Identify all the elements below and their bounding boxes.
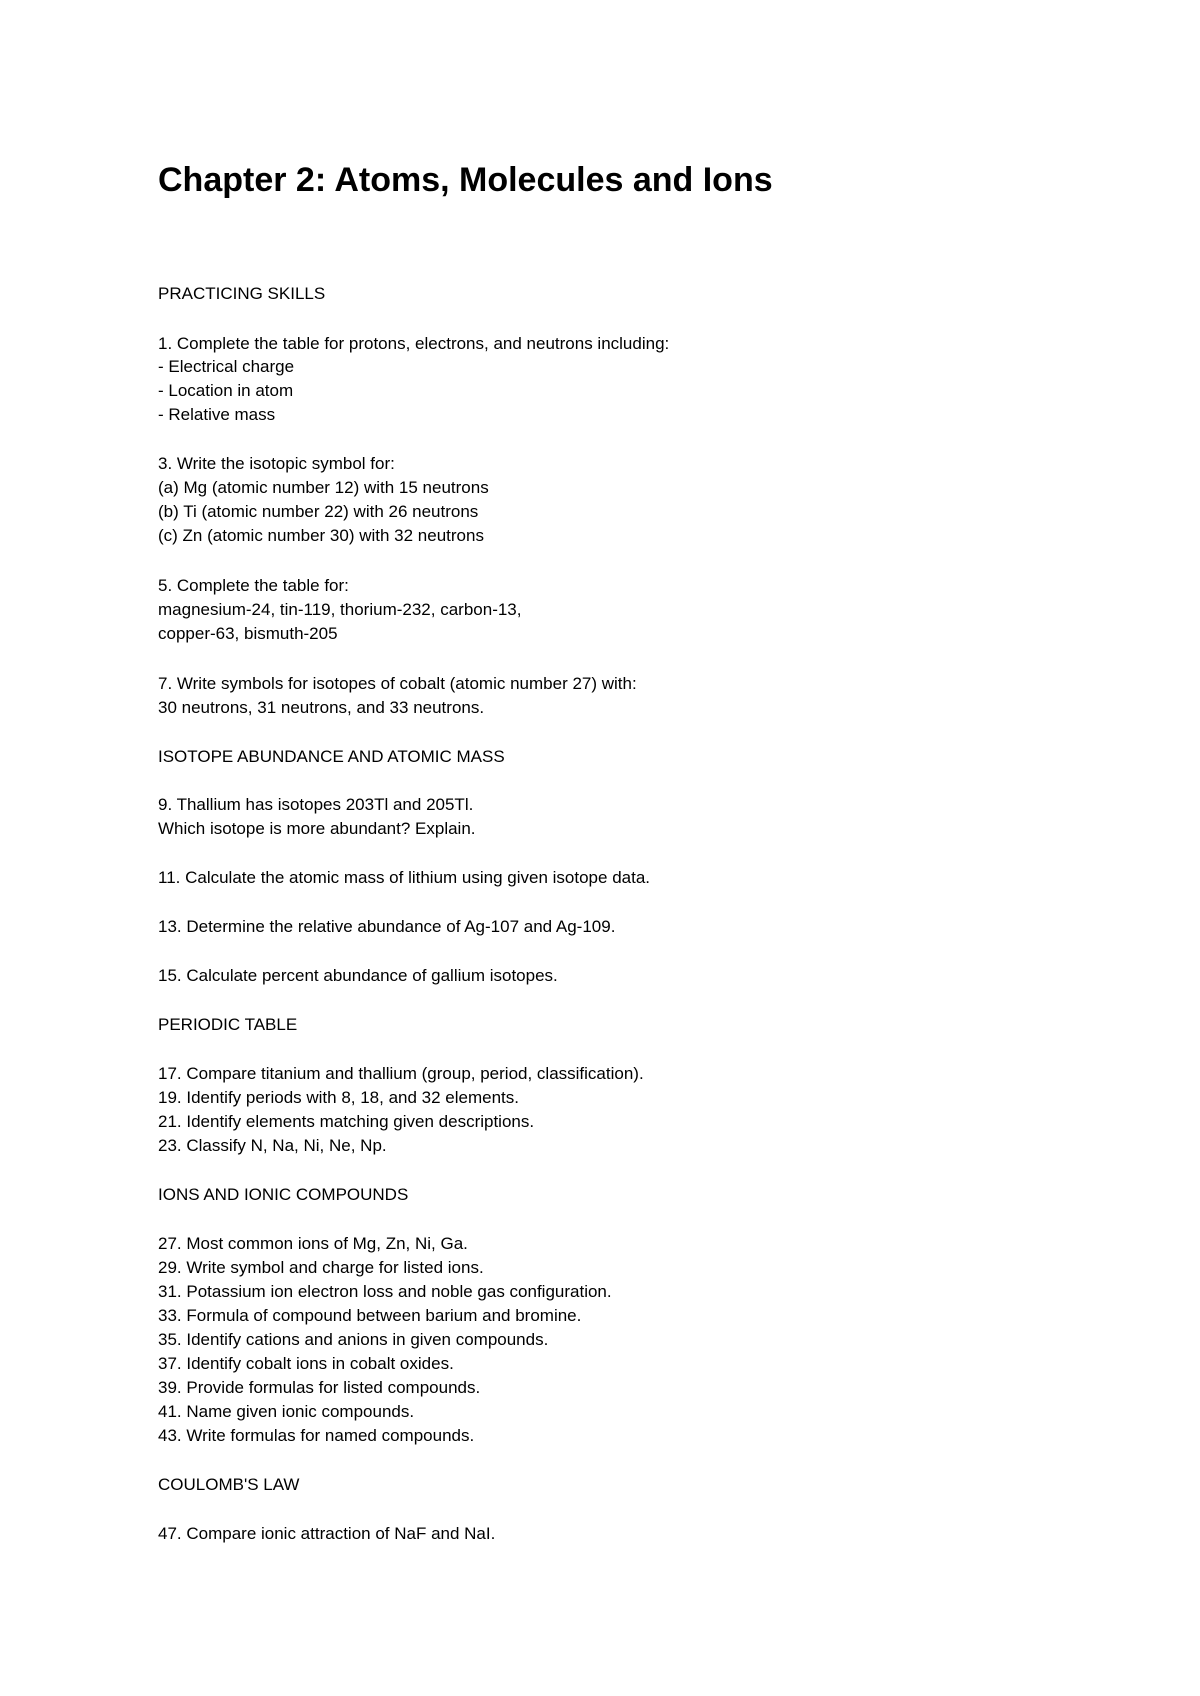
question-19: 19. Identify periods with 8, 18, and 32 elements. [158, 1088, 520, 1107]
question-3-item: (a) Mg (atomic number 12) with 15 neutrons [158, 478, 489, 497]
question-39: 39. Provide formulas for listed compounds. [158, 1378, 481, 1397]
question-41: 41. Name given ionic compounds. [158, 1402, 415, 1421]
question-33: 33. Formula of compound between barium and bromine. [158, 1306, 582, 1325]
question-9: 9. Thallium has isotopes 203Tl and 205Tl. [158, 795, 474, 814]
question-47: 47. Compare ionic attraction of NaF and NaI. [158, 1524, 496, 1543]
section-heading-periodic-table: PERIODIC TABLE [158, 1015, 298, 1034]
question-7-line: 30 neutrons, 31 neutrons, and 33 neutrons. [158, 698, 485, 717]
question-31: 31. Potassium ion electron loss and noble gas configuration. [158, 1282, 612, 1301]
question-17: 17. Compare titanium and thallium (group, period, classification). [158, 1064, 644, 1083]
question-5: 5. Complete the table for: [158, 576, 349, 595]
page-title: Chapter 2: Atoms, Molecules and Ions [158, 161, 773, 199]
question-35: 35. Identify cations and anions in given compounds. [158, 1330, 549, 1349]
question-23: 23. Classify N, Na, Ni, Ne, Np. [158, 1136, 387, 1155]
question-9-line: Which isotope is more abundant? Explain. [158, 819, 476, 838]
question-1-item: - Location in atom [158, 381, 294, 400]
section-heading-practicing-skills: PRACTICING SKILLS [158, 284, 326, 303]
question-29: 29. Write symbol and charge for listed ions. [158, 1258, 484, 1277]
question-27: 27. Most common ions of Mg, Zn, Ni, Ga. [158, 1234, 468, 1253]
section-heading-ions: IONS AND IONIC COMPOUNDS [158, 1185, 409, 1204]
question-5-line: copper-63, bismuth-205 [158, 624, 338, 643]
question-7: 7. Write symbols for isotopes of cobalt (atomic number 27) with: [158, 674, 637, 693]
question-1-item: - Electrical charge [158, 357, 295, 376]
question-1: 1. Complete the table for protons, electrons, and neutrons including: [158, 334, 670, 353]
question-43: 43. Write formulas for named compounds. [158, 1426, 475, 1445]
section-heading-isotope-abundance: ISOTOPE ABUNDANCE AND ATOMIC MASS [158, 747, 505, 766]
section-heading-coulombs-law: COULOMB'S LAW [158, 1475, 300, 1494]
question-37: 37. Identify cobalt ions in cobalt oxides. [158, 1354, 454, 1373]
question-15: 15. Calculate percent abundance of gallium isotopes. [158, 966, 558, 985]
question-3-item: (c) Zn (atomic number 30) with 32 neutrons [158, 526, 484, 545]
question-13: 13. Determine the relative abundance of Ag-107 and Ag-109. [158, 917, 616, 936]
question-5-line: magnesium-24, tin-119, thorium-232, carbon-13, [158, 600, 522, 619]
question-3-item: (b) Ti (atomic number 22) with 26 neutrons [158, 502, 479, 521]
question-1-item: - Relative mass [158, 405, 276, 424]
question-11: 11. Calculate the atomic mass of lithium using given isotope data. [158, 868, 651, 887]
question-3: 3. Write the isotopic symbol for: [158, 454, 395, 473]
question-21: 21. Identify elements matching given descriptions. [158, 1112, 535, 1131]
